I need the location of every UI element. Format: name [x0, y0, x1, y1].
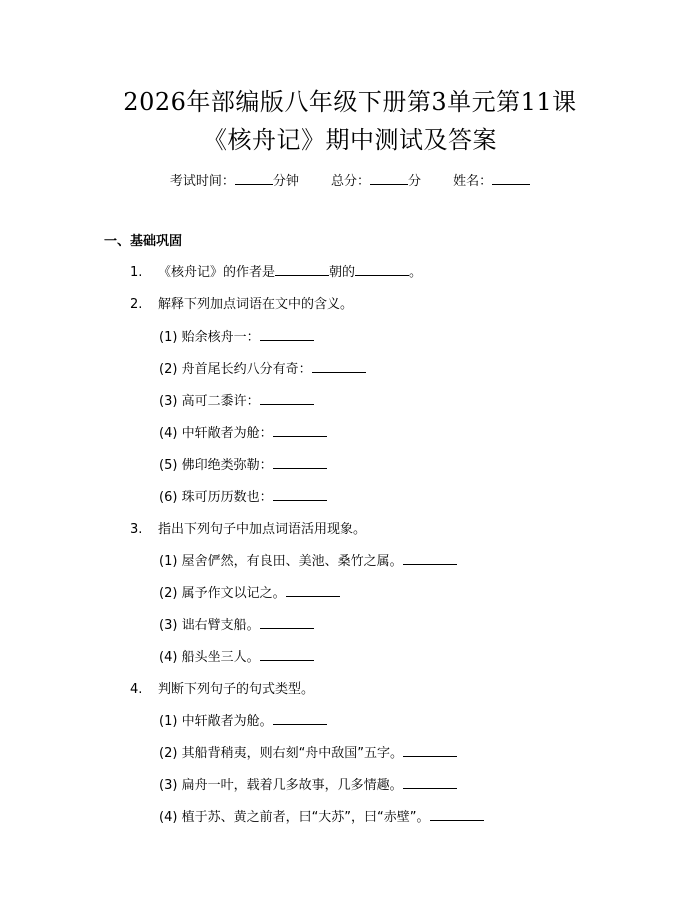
exam-time-blank [235, 172, 273, 185]
question-text: 判断下列句子的句式类型。 [158, 682, 315, 697]
answer-blank [355, 263, 409, 276]
sub-question-text: 属予作文以记之。 [181, 586, 286, 601]
sub-question-number: (1) [159, 330, 178, 345]
answer-blank [260, 328, 314, 341]
answer-blank [260, 648, 314, 661]
sub-question-text: 扁舟一叶，载着几多故事，几多情趣。 [181, 778, 403, 793]
sub-question-number: (2) [159, 362, 178, 377]
answer-blank [260, 616, 314, 629]
sub-question-number: (4) [159, 426, 178, 441]
sub-question-number: (2) [159, 746, 178, 761]
sub-question [159, 486, 327, 505]
question-text: 朝的 [329, 265, 356, 280]
sub-question [159, 710, 327, 729]
answer-blank [275, 263, 329, 276]
sub-question-number: (1) [159, 554, 178, 569]
sub-question-text: 船头坐三人。 [181, 650, 260, 665]
sub-question-number: (5) [159, 458, 178, 473]
sub-question [159, 550, 457, 569]
sub-question-text: 植于苏、黄之前者，曰“大苏”，曰“赤壁”。 [181, 810, 430, 825]
section-title: 一、基础巩固 [104, 234, 183, 249]
answer-blank [273, 488, 327, 501]
answer-blank [273, 424, 327, 437]
exam-time-unit: 分钟 [272, 174, 299, 189]
answer-blank [403, 744, 457, 757]
sub-question [159, 806, 484, 825]
exam-info [0, 170, 700, 189]
student-name-blank [492, 172, 530, 185]
answer-blank [430, 808, 484, 821]
sub-question-text: 屋舍俨然，有良田、美池、桑竹之属。 [181, 554, 403, 569]
page-title-line2: 《核舟记》期中测试及答案 [203, 126, 497, 154]
sub-question [159, 646, 314, 665]
question-number: 4. [130, 682, 143, 697]
exam-time [170, 174, 299, 189]
sub-question [159, 774, 457, 793]
sub-question-text: 诎右臂支船。 [181, 618, 260, 633]
sub-question-number: (4) [159, 650, 178, 665]
sub-question-number: (3) [159, 394, 178, 409]
sub-question-text: 贻余核舟一： [181, 330, 260, 345]
sub-question-text: 其船背稍夷，则右刻“舟中敌国”五字。 [181, 746, 404, 761]
sub-question-text: 中轩敞者为舱： [181, 426, 273, 441]
question-text: 。 [409, 265, 423, 280]
total-score-label: 总分： [330, 174, 370, 189]
answer-blank [403, 552, 457, 565]
question-text: 解释下列加点词语在文中的含义。 [158, 297, 354, 312]
answer-blank [286, 584, 340, 597]
sub-question [159, 614, 314, 633]
sub-question-text: 高可二黍许： [181, 394, 260, 409]
question-text: 《核舟记》的作者是 [158, 265, 276, 280]
answer-blank [312, 360, 366, 373]
question-2 [130, 293, 353, 312]
sub-question-number: (3) [159, 618, 178, 633]
sub-question-text: 珠可历历数也： [181, 490, 273, 505]
sub-question [159, 390, 314, 409]
student-name [453, 174, 530, 189]
student-name-label: 姓名： [453, 174, 493, 189]
question-3 [130, 518, 366, 537]
sub-question-number: (4) [159, 810, 178, 825]
title-block [0, 83, 700, 159]
sub-question-text: 中轩敞者为舱。 [181, 714, 273, 729]
question-1 [130, 261, 422, 280]
answer-blank [403, 776, 457, 789]
sub-question [159, 742, 457, 761]
total-score-unit: 分 [408, 174, 422, 189]
answer-blank [273, 456, 327, 469]
page-title-line1: 2026年部编版八年级下册第3单元第11课 [123, 88, 577, 116]
answer-blank [273, 712, 327, 725]
total-score-blank [370, 172, 408, 185]
question-number: 3. [130, 522, 143, 537]
question-number: 1. [130, 265, 143, 280]
sub-question [159, 422, 327, 441]
exam-time-label: 考试时间： [169, 174, 235, 189]
question-4 [130, 678, 314, 697]
sub-question-number: (6) [159, 490, 178, 505]
sub-question [159, 358, 366, 377]
sub-question [159, 326, 314, 345]
total-score [331, 174, 421, 189]
sub-question-number: (1) [159, 714, 178, 729]
sub-question-number: (3) [159, 778, 178, 793]
question-text: 指出下列句子中加点词语活用现象。 [158, 522, 367, 537]
question-number: 2. [130, 297, 143, 312]
sub-question-text: 舟首尾长约八分有奇： [181, 362, 312, 377]
answer-blank [260, 392, 314, 405]
sub-question-number: (2) [159, 586, 178, 601]
sub-question-text: 佛印绝类弥勒： [181, 458, 273, 473]
sub-question [159, 582, 340, 601]
sub-question [159, 454, 327, 473]
